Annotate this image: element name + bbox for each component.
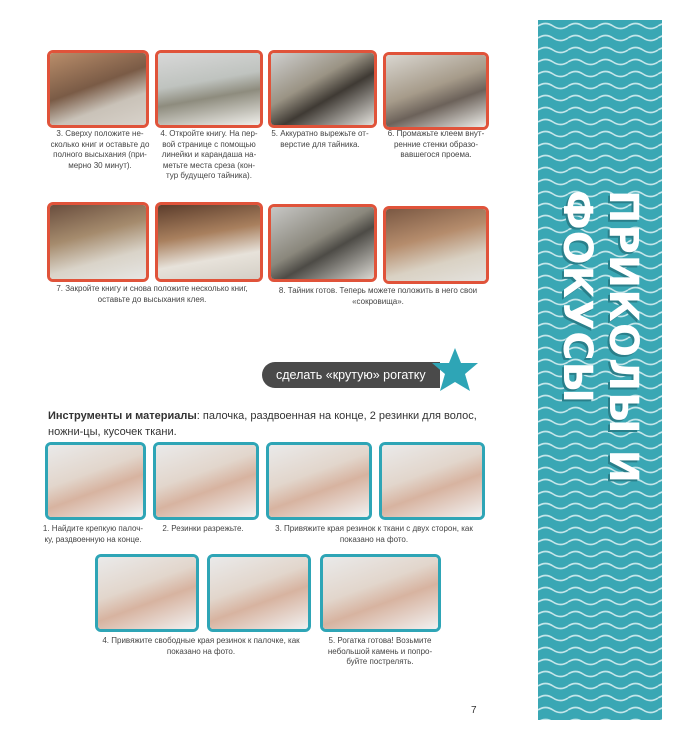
- sling-step-2-caption: 2. Резинки разрежьте.: [162, 524, 244, 533]
- tools-label: Инструменты и материалы: [48, 410, 197, 422]
- sling-photo-3b: [379, 442, 485, 520]
- book-step-3-caption: 3. Сверху положите не-сколько книг и оставьте до полного высыхания (при-мерно 30 минут).: [50, 129, 150, 170]
- book-photo-7a: [47, 202, 149, 282]
- book-photo-6: [383, 52, 489, 130]
- sidebar-title: ПРИКОЛЫ И ФОКУСЫ: [554, 190, 646, 485]
- sling-photo-3a: [266, 442, 372, 520]
- book-photo-5: [268, 50, 377, 128]
- tools-paragraph: [48, 408, 488, 440]
- book-photo-7b: [155, 202, 263, 282]
- sling-photo-4a: [95, 554, 199, 632]
- sling-photo-5: [320, 554, 441, 632]
- book-photo-8a: [268, 204, 377, 282]
- sling-step-5-caption: 5. Рогатка готова! Возьмите небольшой камень и попро-буйте пострелять.: [327, 636, 433, 666]
- book-step-5-caption: 5. Аккуратно вырежьте от-верстие для тайника.: [271, 129, 369, 149]
- page-number: 7: [471, 705, 477, 716]
- book-photo-8b: [383, 206, 489, 284]
- sling-photo-1: [45, 442, 146, 520]
- sling-step-4-caption: 4. Привяжите свободные края резинок к палочке, как показано на фото.: [102, 636, 300, 656]
- book-step-4-caption: 4. Откройте книгу. На пер-вой странице с помощью линейки и карандаша на-метьте места среза (кон-тур будущего тайника).: [160, 129, 258, 180]
- book-step-8-caption: 8. Тайник готов. Теперь можете положить в него свои «сокровища».: [278, 286, 478, 306]
- tools-text: : палочка, раздвоенная на конце, 2 резинки для волос, ножни-цы, кусочек ткани.: [48, 410, 477, 438]
- star-icon: [428, 346, 482, 400]
- section-banner: сделать «крутую» рогатку: [262, 362, 440, 388]
- book-step-6-caption: 6. Промажьте клеем внут-ренние стенки образо-вавшегося проема.: [387, 129, 485, 159]
- sling-photo-2: [153, 442, 259, 520]
- sling-step-1-caption: 1. Найдите крепкую палоч-ку, раздвоенную на конце.: [42, 524, 144, 544]
- book-photo-3: [47, 50, 149, 128]
- sling-photo-4b: [207, 554, 311, 632]
- book-photo-4: [155, 50, 263, 128]
- sling-step-3-caption: 3. Привяжите края резинок к ткани с двух сторон, как показано на фото.: [275, 524, 473, 544]
- book-step-7-caption: 7. Закройте книгу и снова положите несколько книг, оставьте до высыхания клея.: [56, 284, 248, 304]
